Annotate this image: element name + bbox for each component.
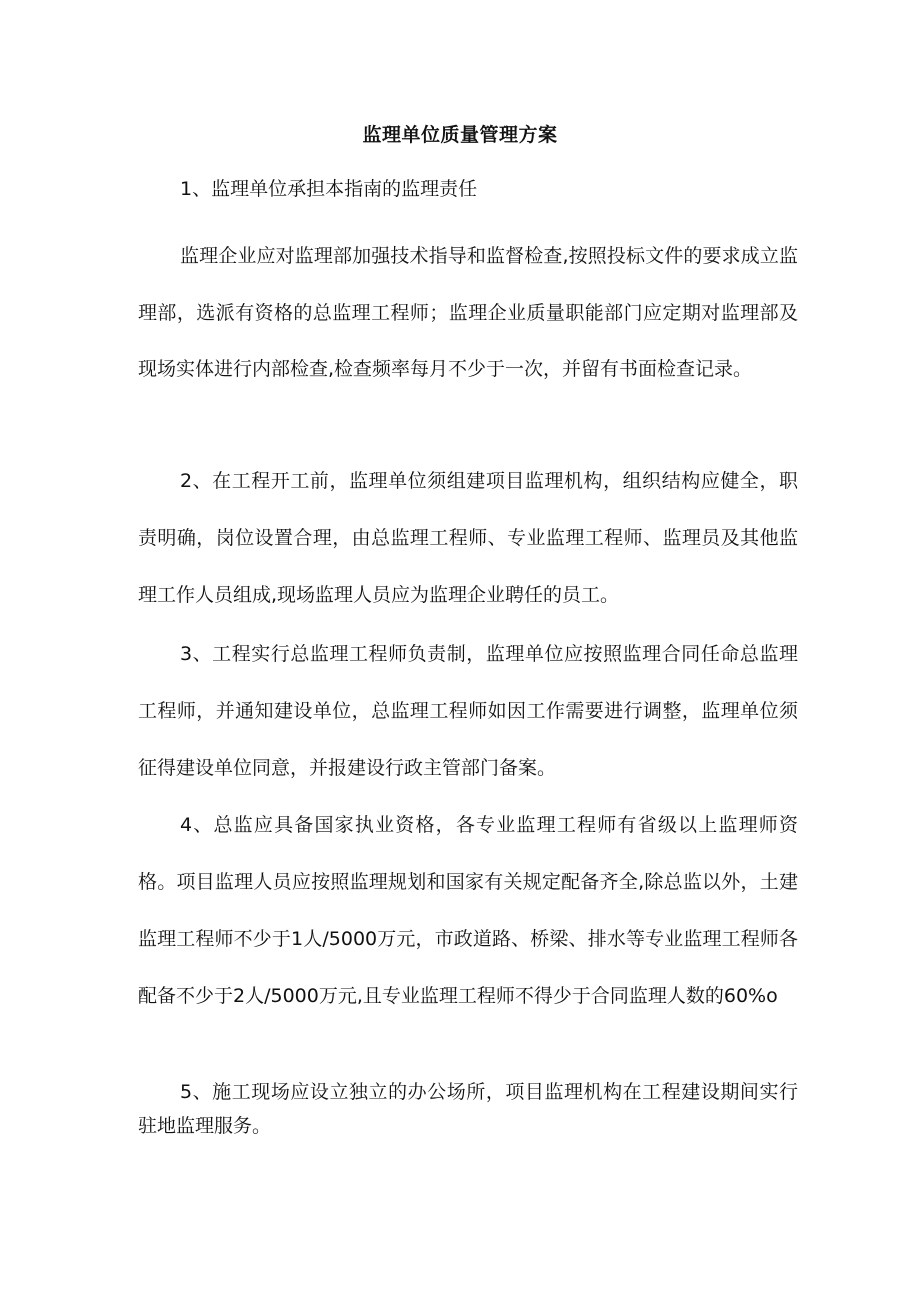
paragraph-3: 3、工程实行总监理工程师负责制，监理单位应按照监理合同任命总监理工程师，并通知建设单位，总监理工程师如因工作需要进行调整，监理单位须征得建设单位同意，并报建设行政主管部门备案。 [138,643,798,779]
section-heading-1: 1、监理单位承担本指南的监理责任 [180,178,478,200]
paragraph-4: 4、总监应具备国家执业资格，各专业监理工程师有省级以上监理师资格。项目监理人员应按照监理规划和国家有关规定配备齐全,除总监以外，土建监理工程师不少于1人/5000万元，市政道路、桥梁、排水等专业监理工程师各配备不少于2人/5000万元,且专业监理工程师不得少于合同监理人数的60%o [138,814,798,1007]
paragraph-2: 2、在工程开工前，监理单位须组建项目监理机构，组织结构应健全，职责明确，岗位设置合理，由总监理工程师、专业监理工程师、监理员及其他监理工作人员组成,现场监理人员应为监理企业聘任的员工。 [138,470,798,606]
paragraph-1: 监理企业应对监理部加强技术指导和监督检查,按照投标文件的要求成立监理部，选派有资格的总监理工程师；监理企业质量职能部门应定期对监理部及现场实体进行内部检查,检查频率每月不少于一次，并留有书面检查记录。 [138,245,798,380]
paragraph-5: 5、施工现场应设立独立的办公场所，项目监理机构在工程建设期间实行驻地监理服务。 [138,1081,798,1137]
document-title: 监理单位质量管理方案 [362,124,558,146]
